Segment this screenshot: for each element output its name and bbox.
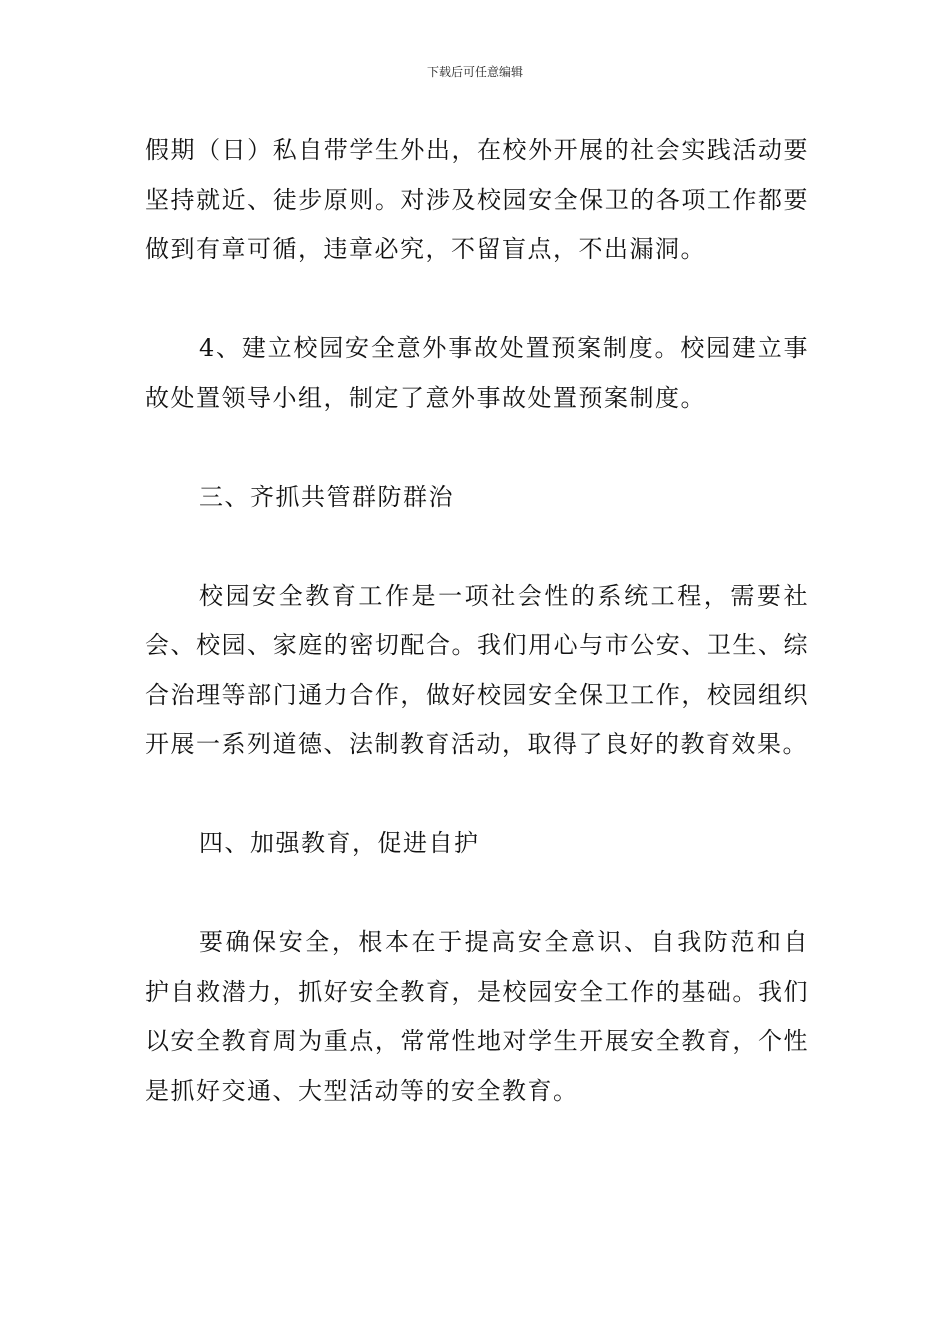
paragraph-gap [145, 423, 809, 473]
paragraph-gap [145, 275, 809, 325]
paragraph-education: 要确保安全，根本在于提高安全意识、自我防范和自护自救潜力，抓好安全教育，是校园安全工作的基础。我们以安全教育周为重点，常常性地对学生开展安全教育，个性是抓好交通、大型活动等的安全教育。 [145, 928, 809, 1105]
section-heading-4: 四、加强教育，促进自护 [199, 829, 480, 857]
section-heading-3: 三、齐抓共管群防群治 [199, 482, 454, 511]
document-body [145, 126, 809, 1116]
paragraph-item-4: 4、建立校园安全意外事故处置预案制度。校园建立事故处置领导小组，制定了意外事故处置预案制度。 [145, 334, 809, 412]
paragraph-gap [145, 770, 809, 820]
paragraph-continuation: 假期（日）私自带学生外出，在校外开展的社会实践活动要坚持就近、徒步原则。对涉及校园安全保卫的各项工作都要做到有章可循，违章必究，不留盲点，不出漏洞。 [145, 136, 809, 263]
page-header: 下载后可任意编辑 [426, 65, 523, 79]
paragraph-gap [145, 869, 809, 919]
paragraph-gap [145, 522, 809, 572]
paragraph-cooperation: 校园安全教育工作是一项社会性的系统工程，需要社会、校园、家庭的密切配合。我们用心与市公安、卫生、综合治理等部门通力合作，做好校园安全保卫工作，校园组织开展一系列道德、法制教育活动，取得了良好的教育效果。 [145, 581, 809, 758]
